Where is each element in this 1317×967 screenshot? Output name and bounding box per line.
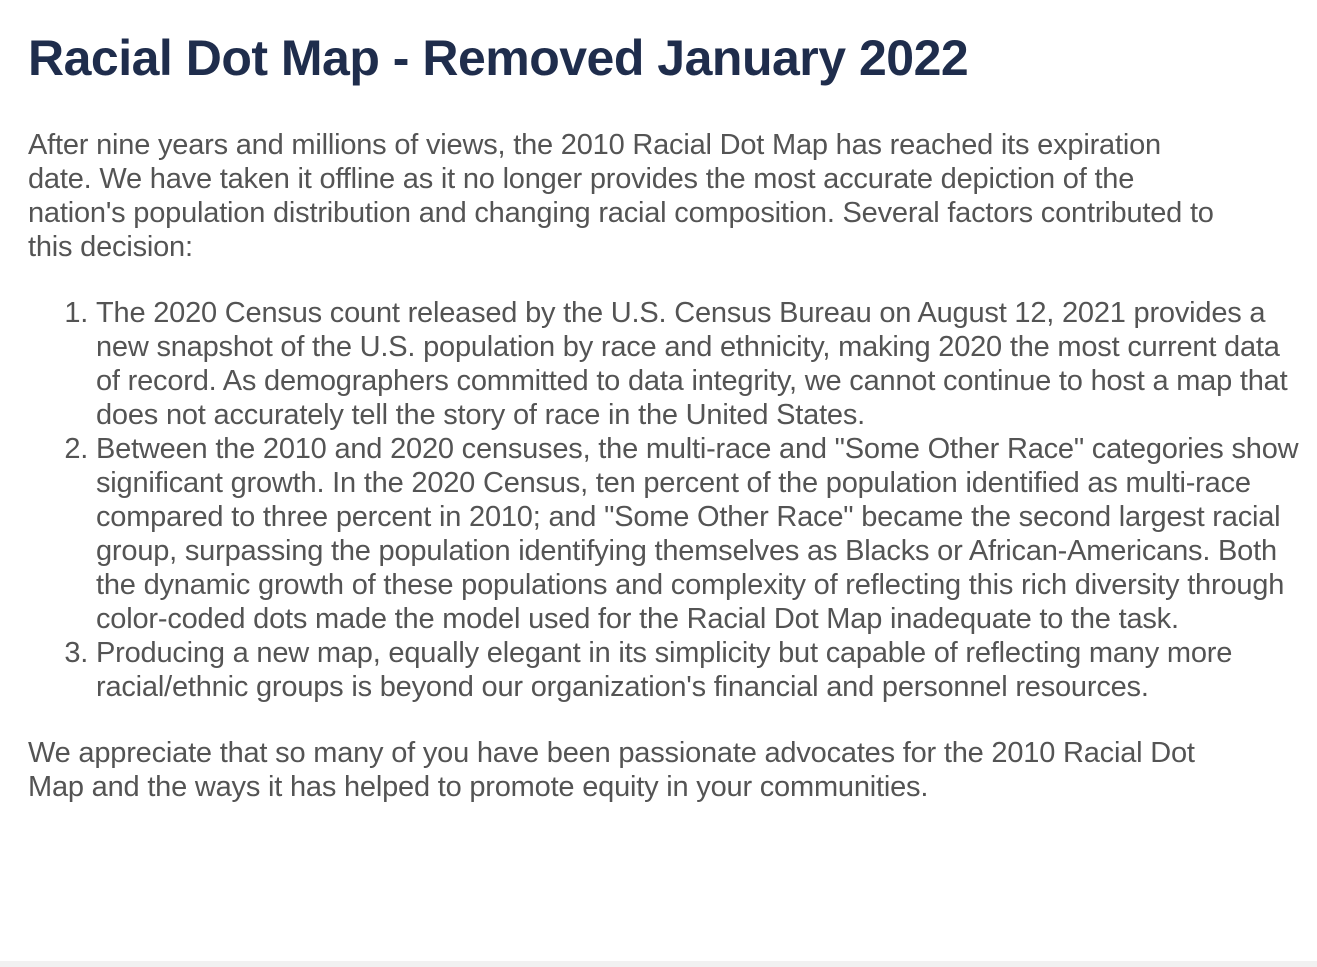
page-bottom-divider	[0, 961, 1317, 967]
factor-item-2: 2. Between the 2010 and 2020 censuses, the multi-race and "Some Other Race" categories show significant growth. In the 2020 Census, ten percent of the population identified as multi-race compared to three percent in 2010; and "Some Other Race" became the second largest racial group, surpassing the population identifying themselves as Blacks or African-Americans. Both the dynamic growth of these populations and complexity of reflecting this rich diversity through color-coded dots made the model used for the Racial Dot Map inadequate to the task.	[96, 432, 1303, 636]
factors-list	[28, 296, 1303, 704]
notice-content	[28, 28, 1303, 804]
intro-paragraph: After nine years and millions of views, the 2010 Racial Dot Map has reached its expiration date. We have taken it offline as it no longer provides the most accurate depiction of the nation's population distribution and changing racial composition. Several factors contributed to this decision:	[28, 129, 1214, 263]
page-title: Racial Dot Map - Removed January 2022	[28, 30, 969, 86]
factor-item-3: 3. Producing a new map, equally elegant in its simplicity but capable of reflecting many more racial/ethnic groups is beyond our organization's financial and personnel resources.	[96, 636, 1303, 704]
factor-item-1: 1. The 2020 Census count released by the U.S. Census Bureau on August 12, 2021 provides a new snapshot of the U.S. population by race and ethnicity, making 2020 the most current data of record. As demographers committed to data integrity, we cannot continue to host a map that does not accurately tell the story of race in the United States.	[96, 296, 1303, 432]
closing-paragraph: We appreciate that so many of you have been passionate advocates for the 2010 Racial Dot Map and the ways it has helped to promote equity in your communities.	[28, 737, 1195, 803]
